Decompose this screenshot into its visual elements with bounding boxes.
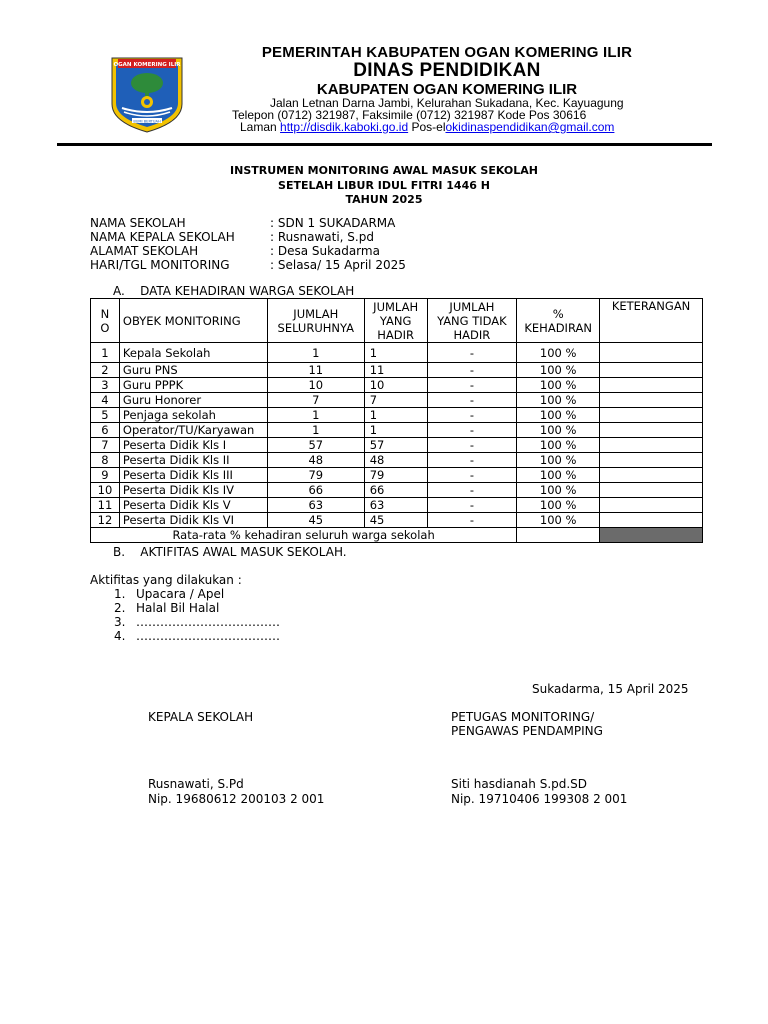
row-notes <box>600 408 703 423</box>
row-total: 63 <box>267 498 364 513</box>
info-label-principal: NAMA KEPALA SEKOLAH <box>90 230 235 244</box>
section-a-heading: A. DATA KEHADIRAN WARGA SEKOLAH <box>113 284 355 298</box>
row-absent: - <box>427 468 517 483</box>
table-row <box>91 363 703 378</box>
row-no: 7 <box>91 438 120 453</box>
email-label: Pos-el <box>411 120 446 134</box>
row-object: Peserta Didik Kls VI <box>119 513 267 528</box>
row-absent: - <box>427 483 517 498</box>
web-label: Laman <box>240 120 277 134</box>
letterhead-government: PEMERINTAH KABUPATEN OGAN KOMERING ILIR <box>261 44 633 61</box>
monitor-nip: Nip. 19710406 199308 2 001 <box>451 792 628 806</box>
letterhead-divider <box>57 143 712 146</box>
principal-title: KEPALA SEKOLAH <box>148 710 254 724</box>
table-row <box>91 378 703 393</box>
activity-item: ……………………………… <box>136 615 280 629</box>
activity-number: 4. <box>114 629 126 643</box>
row-object: Peserta Didik Kls I <box>119 438 267 453</box>
letterhead-regency: KABUPATEN OGAN KOMERING ILIR <box>316 81 578 98</box>
footer-value <box>517 528 600 543</box>
row-object: Peserta Didik Kls V <box>119 498 267 513</box>
header-notes: KETERANGAN <box>600 299 703 343</box>
row-no: 3 <box>91 378 120 393</box>
logo-text: OGAN KOMERING ILIR <box>113 62 181 68</box>
row-notes <box>600 423 703 438</box>
table-header-row <box>91 299 703 343</box>
row-no: 2 <box>91 363 120 378</box>
info-label-date: HARI/TGL MONITORING <box>90 258 230 272</box>
activity-number: 2. <box>114 601 126 615</box>
row-absent: - <box>427 363 517 378</box>
row-no: 9 <box>91 468 120 483</box>
activities-intro: Aktifitas yang dilakukan : <box>90 573 242 587</box>
row-percent: 100 % <box>517 378 600 393</box>
logo-motto: BUMI BERTUAH <box>133 119 161 124</box>
letterhead-agency: DINAS PENDIDIKAN <box>353 60 541 81</box>
info-value-date: : Selasa/ 15 April 2025 <box>270 258 406 272</box>
row-object: Peserta Didik Kls IV <box>119 483 267 498</box>
footer-shaded-cell <box>600 528 703 543</box>
row-percent: 100 % <box>517 453 600 468</box>
monitor-title-1: PETUGAS MONITORING/ <box>451 710 595 724</box>
section-b-heading: B. AKTIFITAS AWAL MASUK SEKOLAH. <box>113 545 347 559</box>
row-total: 66 <box>267 483 364 498</box>
row-absent: - <box>427 343 517 363</box>
header-absent: JUMLAH YANG TIDAK HADIR <box>427 299 517 343</box>
row-absent: - <box>427 423 517 438</box>
row-notes <box>600 468 703 483</box>
info-label-address: ALAMAT SEKOLAH <box>90 244 199 258</box>
document-title-3: TAHUN 2025 <box>345 193 423 206</box>
info-value-school: : SDN 1 SUKADARMA <box>270 216 396 230</box>
row-percent: 100 % <box>517 468 600 483</box>
email-link[interactable]: okidinaspendidikan@gmail.com <box>445 120 615 134</box>
row-total: 10 <box>267 378 364 393</box>
principal-nip: Nip. 19680612 200103 2 001 <box>148 792 325 806</box>
document-title-1: INSTRUMEN MONITORING AWAL MASUK SEKOLAH <box>230 164 538 177</box>
row-percent: 100 % <box>517 513 600 528</box>
table-row <box>91 343 703 363</box>
row-present: 66 <box>364 483 427 498</box>
regency-logo <box>106 52 188 134</box>
principal-name: Rusnawati, S.Pd <box>148 777 244 791</box>
header-total: JUMLAH SELURUHNYA <box>267 299 364 343</box>
row-percent: 100 % <box>517 483 600 498</box>
row-present: 1 <box>364 408 427 423</box>
info-value-address: : Desa Sukadarma <box>270 244 380 258</box>
row-notes <box>600 343 703 363</box>
row-object: Peserta Didik Kls II <box>119 453 267 468</box>
row-object: Guru Honorer <box>119 393 267 408</box>
website-link[interactable]: http://disdik.kaboki.go.id <box>280 120 409 134</box>
row-absent: - <box>427 453 517 468</box>
document-title-2: SETELAH LIBUR IDUL FITRI 1446 H <box>278 179 490 192</box>
activity-number: 3. <box>114 615 126 629</box>
table-row <box>91 513 703 528</box>
monitor-title-2: PENGAWAS PENDAMPING <box>451 724 603 738</box>
info-label-school: NAMA SEKOLAH <box>90 216 186 230</box>
row-percent: 100 % <box>517 363 600 378</box>
table-row <box>91 483 703 498</box>
row-percent: 100 % <box>517 408 600 423</box>
footer-label: Rata-rata % kehadiran seluruh warga sekolah <box>91 528 517 543</box>
table-row <box>91 438 703 453</box>
attendance-table <box>90 298 703 543</box>
row-no: 4 <box>91 393 120 408</box>
activity-item: Halal Bil Halal <box>136 601 220 615</box>
row-present: 45 <box>364 513 427 528</box>
table-footer-row <box>91 528 703 543</box>
activity-number: 1. <box>114 587 126 601</box>
row-object: Kepala Sekolah <box>119 343 267 363</box>
row-no: 11 <box>91 498 120 513</box>
row-total: 45 <box>267 513 364 528</box>
monitor-name: Siti hasdianah S.pd.SD <box>451 777 588 791</box>
letterhead-phone: Telepon (0712) 321987, Faksimile (0712) 321987 Kode Pos 30616 <box>232 108 587 122</box>
row-present: 10 <box>364 378 427 393</box>
row-present: 48 <box>364 453 427 468</box>
signature-place-date: Sukadarma, 15 April 2025 <box>532 682 689 696</box>
row-notes <box>600 513 703 528</box>
letterhead-address: Jalan Letnan Darna Jambi, Kelurahan Sukadana, Kec. Kayuagung <box>270 96 624 110</box>
table-row <box>91 498 703 513</box>
row-no: 1 <box>91 343 120 363</box>
table-row <box>91 393 703 408</box>
row-present: 57 <box>364 438 427 453</box>
row-object: Guru PNS <box>119 363 267 378</box>
row-total: 48 <box>267 453 364 468</box>
row-absent: - <box>427 498 517 513</box>
row-object: Guru PPPK <box>119 378 267 393</box>
table-row <box>91 453 703 468</box>
row-no: 8 <box>91 453 120 468</box>
row-absent: - <box>427 408 517 423</box>
table-row <box>91 408 703 423</box>
activity-item: Upacara / Apel <box>136 587 225 601</box>
row-object: Operator/TU/Karyawan <box>119 423 267 438</box>
row-present: 11 <box>364 363 427 378</box>
row-total: 1 <box>267 408 364 423</box>
row-no: 6 <box>91 423 120 438</box>
header-percent: % KEHADIRAN <box>517 299 600 343</box>
row-percent: 100 % <box>517 343 600 363</box>
row-absent: - <box>427 378 517 393</box>
row-present: 79 <box>364 468 427 483</box>
info-value-principal: : Rusnawati, S.pd <box>270 230 374 244</box>
row-no: 5 <box>91 408 120 423</box>
row-no: 10 <box>91 483 120 498</box>
header-object: OBYEK MONITORING <box>119 299 267 343</box>
letterhead-web <box>240 120 614 134</box>
row-total: 79 <box>267 468 364 483</box>
row-percent: 100 % <box>517 393 600 408</box>
header-present: JUMLAH YANG HADIR <box>364 299 427 343</box>
row-object: Peserta Didik Kls III <box>119 468 267 483</box>
row-total: 1 <box>267 343 364 363</box>
row-notes <box>600 453 703 468</box>
row-present: 7 <box>364 393 427 408</box>
header-no: N O <box>91 299 120 343</box>
row-notes <box>600 498 703 513</box>
row-notes <box>600 393 703 408</box>
row-notes <box>600 438 703 453</box>
row-no: 12 <box>91 513 120 528</box>
row-absent: - <box>427 438 517 453</box>
row-total: 7 <box>267 393 364 408</box>
row-absent: - <box>427 393 517 408</box>
row-notes <box>600 363 703 378</box>
row-present: 1 <box>364 423 427 438</box>
row-absent: - <box>427 513 517 528</box>
table-row <box>91 423 703 438</box>
row-percent: 100 % <box>517 423 600 438</box>
row-percent: 100 % <box>517 498 600 513</box>
row-notes <box>600 483 703 498</box>
activity-item: ……………………………… <box>136 629 280 643</box>
row-percent: 100 % <box>517 438 600 453</box>
row-total: 1 <box>267 423 364 438</box>
row-total: 57 <box>267 438 364 453</box>
table-row <box>91 468 703 483</box>
row-present: 1 <box>364 343 427 363</box>
row-notes <box>600 378 703 393</box>
row-object: Penjaga sekolah <box>119 408 267 423</box>
row-total: 11 <box>267 363 364 378</box>
row-present: 63 <box>364 498 427 513</box>
